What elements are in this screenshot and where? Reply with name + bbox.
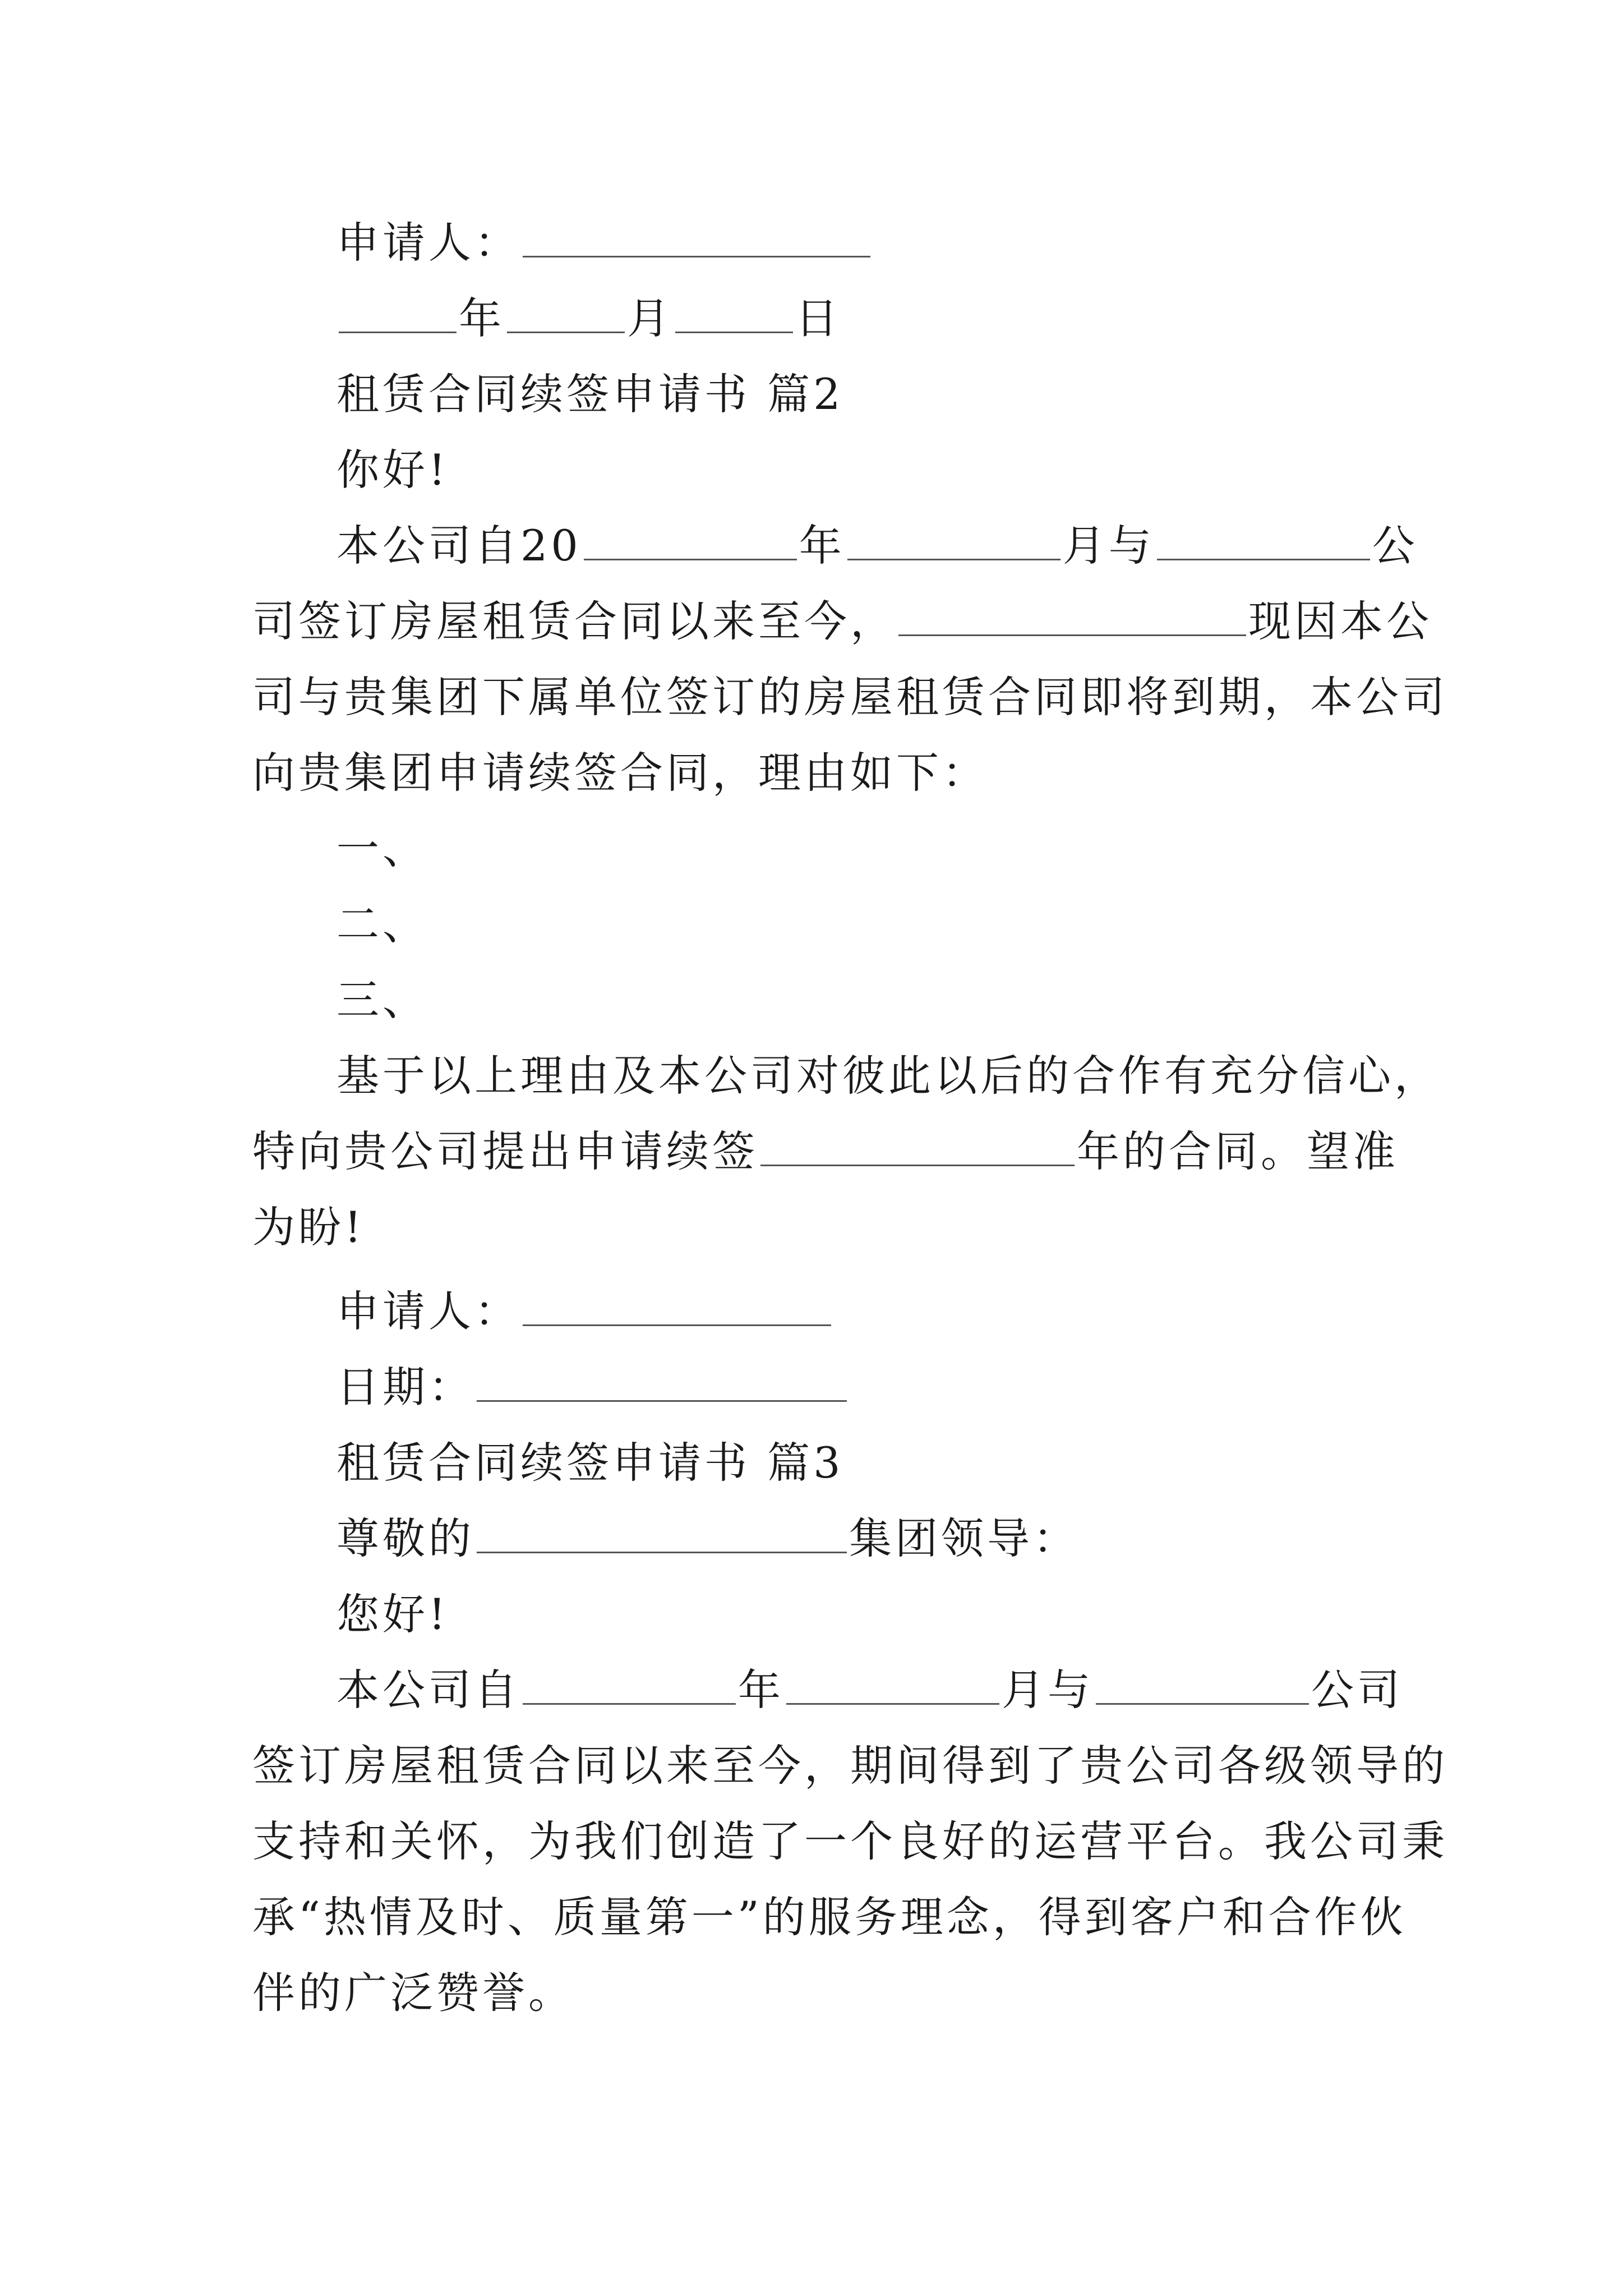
para1-month: 月与 bbox=[1002, 1665, 1094, 1715]
para1-year: 年 bbox=[799, 521, 845, 570]
section-2-para2-line2 bbox=[252, 1125, 1399, 1179]
reason-item-1: 一、 bbox=[336, 823, 428, 873]
applicant-blank bbox=[523, 217, 870, 257]
renewal-years-blank bbox=[760, 1125, 1075, 1166]
section-3-para1-line2: 签订房屋租赁合同以来至今，期间得到了贵公司各级领导的 bbox=[252, 1741, 1448, 1791]
month-blank bbox=[507, 292, 625, 333]
section-2-para1-line2 bbox=[252, 595, 1432, 648]
date-blank bbox=[477, 1361, 847, 1402]
reason-item-3: 三、 bbox=[336, 975, 428, 1025]
section-3-para1-line1 bbox=[336, 1663, 1403, 1717]
section-3-heading: 租赁合同续签申请书 篇3 bbox=[336, 1438, 844, 1488]
applicant-line bbox=[336, 216, 1380, 270]
applicant-label: 申请人： bbox=[336, 218, 520, 268]
date-line bbox=[336, 292, 1380, 346]
salutation-start: 尊敬的 bbox=[336, 1513, 474, 1563]
para1-line2-end: 现因本公 bbox=[1248, 596, 1432, 646]
section-2-applicant-line bbox=[336, 1285, 1380, 1338]
section-2-para2-line3: 为盼! bbox=[252, 1202, 365, 1252]
start-year-blank bbox=[584, 519, 797, 560]
para1-year: 年 bbox=[738, 1665, 784, 1715]
salutation-end: 集团领导： bbox=[849, 1513, 1079, 1563]
section-2-date-line bbox=[336, 1360, 1380, 1414]
year-blank bbox=[339, 292, 457, 333]
section-3-para1-line3: 支持和关怀，为我们创造了一个良好的运营平台。我公司秉 bbox=[252, 1816, 1448, 1866]
month-unit: 月 bbox=[627, 293, 673, 343]
para1-line2-start: 司签订房屋租赁合同以来至今， bbox=[252, 596, 896, 646]
day-blank bbox=[675, 292, 793, 333]
section-3-para1-line4: 承“热情及时、质量第一”的服务理念，得到客户和合作伙 bbox=[252, 1892, 1407, 1942]
reason-item-2: 二、 bbox=[336, 899, 428, 949]
company-blank bbox=[1157, 519, 1370, 560]
para1-company: 公 bbox=[1372, 521, 1418, 570]
section-2-greeting: 你好! bbox=[336, 445, 449, 495]
section-2-para2-line1: 基于以上理由及本公司对彼此以后的合作有充分信心， bbox=[336, 1051, 1440, 1101]
section-2-heading: 租赁合同续签申请书 篇2 bbox=[336, 369, 844, 419]
section-3-para1-line5: 伴的广泛赞誉。 bbox=[252, 1968, 574, 2018]
para1-month: 月与 bbox=[1062, 521, 1155, 570]
company-blank bbox=[1096, 1664, 1309, 1705]
group-name-blank bbox=[477, 1512, 847, 1553]
reason-blank bbox=[898, 595, 1246, 636]
section-3-salutation bbox=[336, 1512, 1380, 1566]
section-2-para1-line1 bbox=[336, 519, 1418, 573]
applicant-blank bbox=[523, 1285, 831, 1326]
section-3-greeting: 您好! bbox=[336, 1589, 449, 1639]
start-year-blank bbox=[523, 1664, 736, 1705]
start-month-blank bbox=[847, 519, 1061, 560]
applicant-label: 申请人： bbox=[336, 1286, 520, 1336]
para1-company: 公司 bbox=[1311, 1665, 1403, 1715]
para2-line2-end: 年的合同。望准 bbox=[1077, 1126, 1399, 1176]
year-unit: 年 bbox=[459, 293, 505, 343]
para1-start: 本公司自 bbox=[336, 1665, 520, 1715]
para2-line2-start: 特向贵公司提出申请续签 bbox=[252, 1126, 758, 1176]
date-label: 日期： bbox=[336, 1362, 474, 1412]
para1-start: 本公司自20 bbox=[336, 521, 582, 570]
start-month-blank bbox=[786, 1664, 999, 1705]
day-unit: 日 bbox=[795, 293, 841, 343]
section-2-para1-line3: 司与贵集团下属单位签订的房屋租赁合同即将到期，本公司 bbox=[252, 672, 1448, 722]
section-2-para1-line4: 向贵集团申请续签合同，理由如下： bbox=[252, 748, 988, 798]
